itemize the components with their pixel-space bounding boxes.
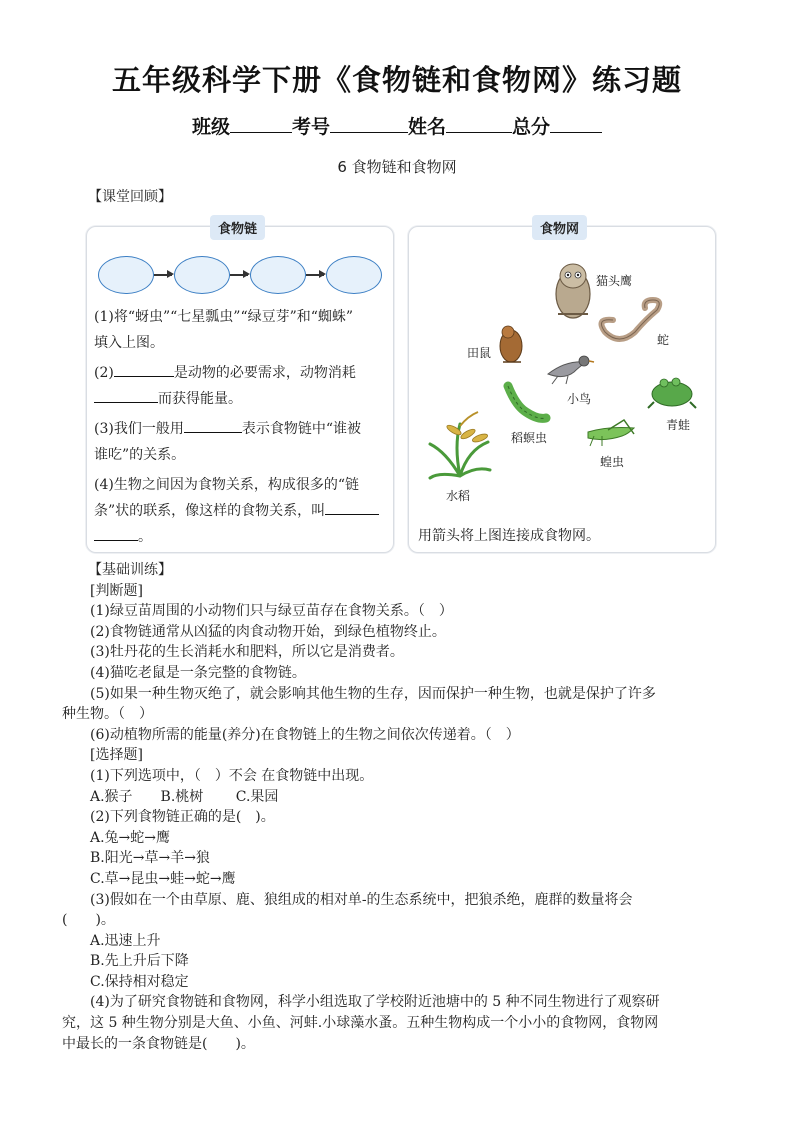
name-label: 姓名 — [408, 116, 447, 138]
chain-q4-blank-1[interactable] — [325, 499, 379, 515]
choice-q3-option-a: A.迅速上升 — [90, 932, 161, 949]
food-chain-tag: 食物链 — [210, 215, 265, 240]
bird-icon[interactable] — [548, 356, 594, 384]
chain-arrow-3 — [306, 274, 324, 276]
bird-label: 小鸟 — [567, 392, 592, 406]
chain-q2-prefix: (2) — [94, 365, 114, 381]
page-title: 五年级科学下册《食物链和食物网》练习题 — [111, 63, 682, 97]
chain-q4-blank-2[interactable] — [94, 525, 138, 541]
chain-q3-blank[interactable] — [184, 417, 242, 433]
judge-heading: [判断题] — [90, 582, 143, 599]
choice-q2-option-a: A.兔→蛇→鹰 — [90, 829, 171, 846]
choice-q4: (4)为了研究食物链和食物网，科学小组选取了学校附近池塘中的 5 种不同生物进行了观察研 — [90, 994, 660, 1011]
caterpillar-label: 稻螟虫 — [511, 431, 548, 445]
exam-no-label: 考号 — [291, 116, 330, 138]
food-web-tag: 食物网 — [532, 215, 587, 240]
judge-item-6: (6)动植物所需的能量(养分)在食物链上的生物之间依次传递着。（ ） — [90, 726, 520, 743]
chain-q4-end: 。 — [138, 529, 152, 545]
owl-label: 猫头鹰 — [596, 274, 633, 288]
chain-blank-2[interactable] — [174, 256, 230, 294]
chain-arrow-2 — [230, 274, 248, 276]
basic-training-section — [62, 560, 742, 1054]
chain-blank-3[interactable] — [250, 256, 306, 294]
score-blank[interactable] — [550, 114, 602, 133]
lesson-subtitle: 6 食物链和食物网 — [337, 158, 457, 176]
chain-q4-text: 条”状的联系，像这样的食物关系，叫 — [94, 503, 326, 519]
chain-q2-blank-1[interactable] — [114, 361, 174, 377]
grasshopper-label: 蝗虫 — [600, 455, 625, 469]
chain-questions — [94, 304, 386, 550]
chain-q2-text-2: 而获得能量。 — [158, 391, 242, 407]
choice-q2-option-b: B.阳光→草→羊→狼 — [90, 850, 210, 867]
choice-heading: [选择题] — [90, 747, 143, 764]
class-label: 班级 — [191, 116, 230, 138]
choice-q4-cont-2: 中最长的一条食物链是( )。 — [62, 1035, 255, 1052]
judge-item-4: (4)猫吃老鼠是一条完整的食物链。 — [90, 664, 306, 681]
name-blank[interactable] — [446, 114, 512, 133]
snake-label: 蛇 — [657, 333, 670, 347]
exam-no-blank[interactable] — [330, 114, 408, 133]
food-web-illustration — [408, 226, 714, 526]
chain-q2-text: 是动物的必要需求，动物消耗 — [173, 365, 356, 381]
choice-q1: (1)下列选项中，（ ）不会 在食物链中出现。 — [90, 767, 374, 784]
chain-q1-line1: (1)将“蚜虫”“七星瓢虫”“绿豆芽”和“蜘蛛” — [94, 309, 354, 325]
chain-q2-blank-2[interactable] — [94, 387, 158, 403]
rice-icon[interactable] — [430, 412, 490, 478]
judge-item-3: (3)牡丹花的生长消耗水和肥料，所以它是消费者。 — [90, 644, 404, 661]
judge-item-2: (2)食物链通常从凶猛的肉食动物开始，到绿色植物终止。 — [90, 623, 446, 640]
choice-q1-options: A.猴子 B.桃树 C.果园 — [90, 788, 279, 805]
food-web-instruction: 用箭头将上图连接成食物网。 — [418, 528, 600, 544]
mouse-icon[interactable] — [500, 326, 522, 362]
choice-q2: (2)下列食物链正确的是( )。 — [90, 809, 275, 826]
grasshopper-icon[interactable] — [588, 420, 634, 446]
chain-blank-1[interactable] — [98, 256, 154, 294]
class-blank[interactable] — [230, 114, 292, 133]
chain-arrow-1 — [154, 274, 172, 276]
judge-item-5: (5)如果一种生物灭绝了，就会影响其他生物的生存，因而保护一种生物，也就是保护了许多 — [90, 685, 656, 702]
chain-q3-prefix: (3)我们一般用 — [94, 421, 184, 437]
choice-q4-cont-1: 究，这 5 种生物分别是大鱼、小鱼、河蚌.小球藻水蚤。五种生物构成一个小小的食物网，食物网 — [62, 1015, 659, 1032]
choice-q2-option-c: C.草→昆虫→蛙→蛇→鹰 — [90, 870, 236, 887]
mouse-label: 田鼠 — [467, 346, 492, 360]
choice-q3: (3)假如在一个由草原、鹿、狼组成的相对单-的生态系统中，把狼杀绝，鹿群的数量将会 — [90, 891, 633, 908]
frog-icon[interactable] — [648, 378, 696, 408]
score-label: 总分 — [512, 116, 551, 138]
judge-item-5-cont: 种生物。（ ） — [62, 706, 153, 723]
frog-label: 青蛙 — [666, 418, 691, 432]
judge-item-1: (1)绿豆苗周围的小动物们只与绿豆苗存在食物关系。（ ） — [90, 603, 453, 620]
owl-icon[interactable] — [556, 264, 590, 318]
choice-q3-option-b: B.先上升后下降 — [90, 953, 189, 970]
chain-q3-line2: 谁吃”的关系。 — [94, 447, 186, 463]
caterpillar-icon[interactable] — [508, 386, 546, 418]
review-heading: 【课堂回顾】 — [88, 189, 172, 205]
chain-q1-line2: 填入上图。 — [94, 335, 164, 351]
choice-q3-option-c: C.保持相对稳定 — [90, 973, 189, 990]
chain-q4-line1: (4)生物之间因为食物关系，构成很多的“链 — [94, 477, 359, 493]
rice-label: 水稻 — [446, 489, 471, 503]
basic-heading: 【基础训练】 — [88, 562, 172, 578]
choice-q3-cont: ( )。 — [62, 912, 115, 929]
snake-icon[interactable] — [601, 300, 659, 339]
student-info-line — [0, 112, 794, 139]
chain-q3-text: 表示食物链中“谁被 — [241, 421, 362, 437]
chain-blank-4[interactable] — [326, 256, 382, 294]
